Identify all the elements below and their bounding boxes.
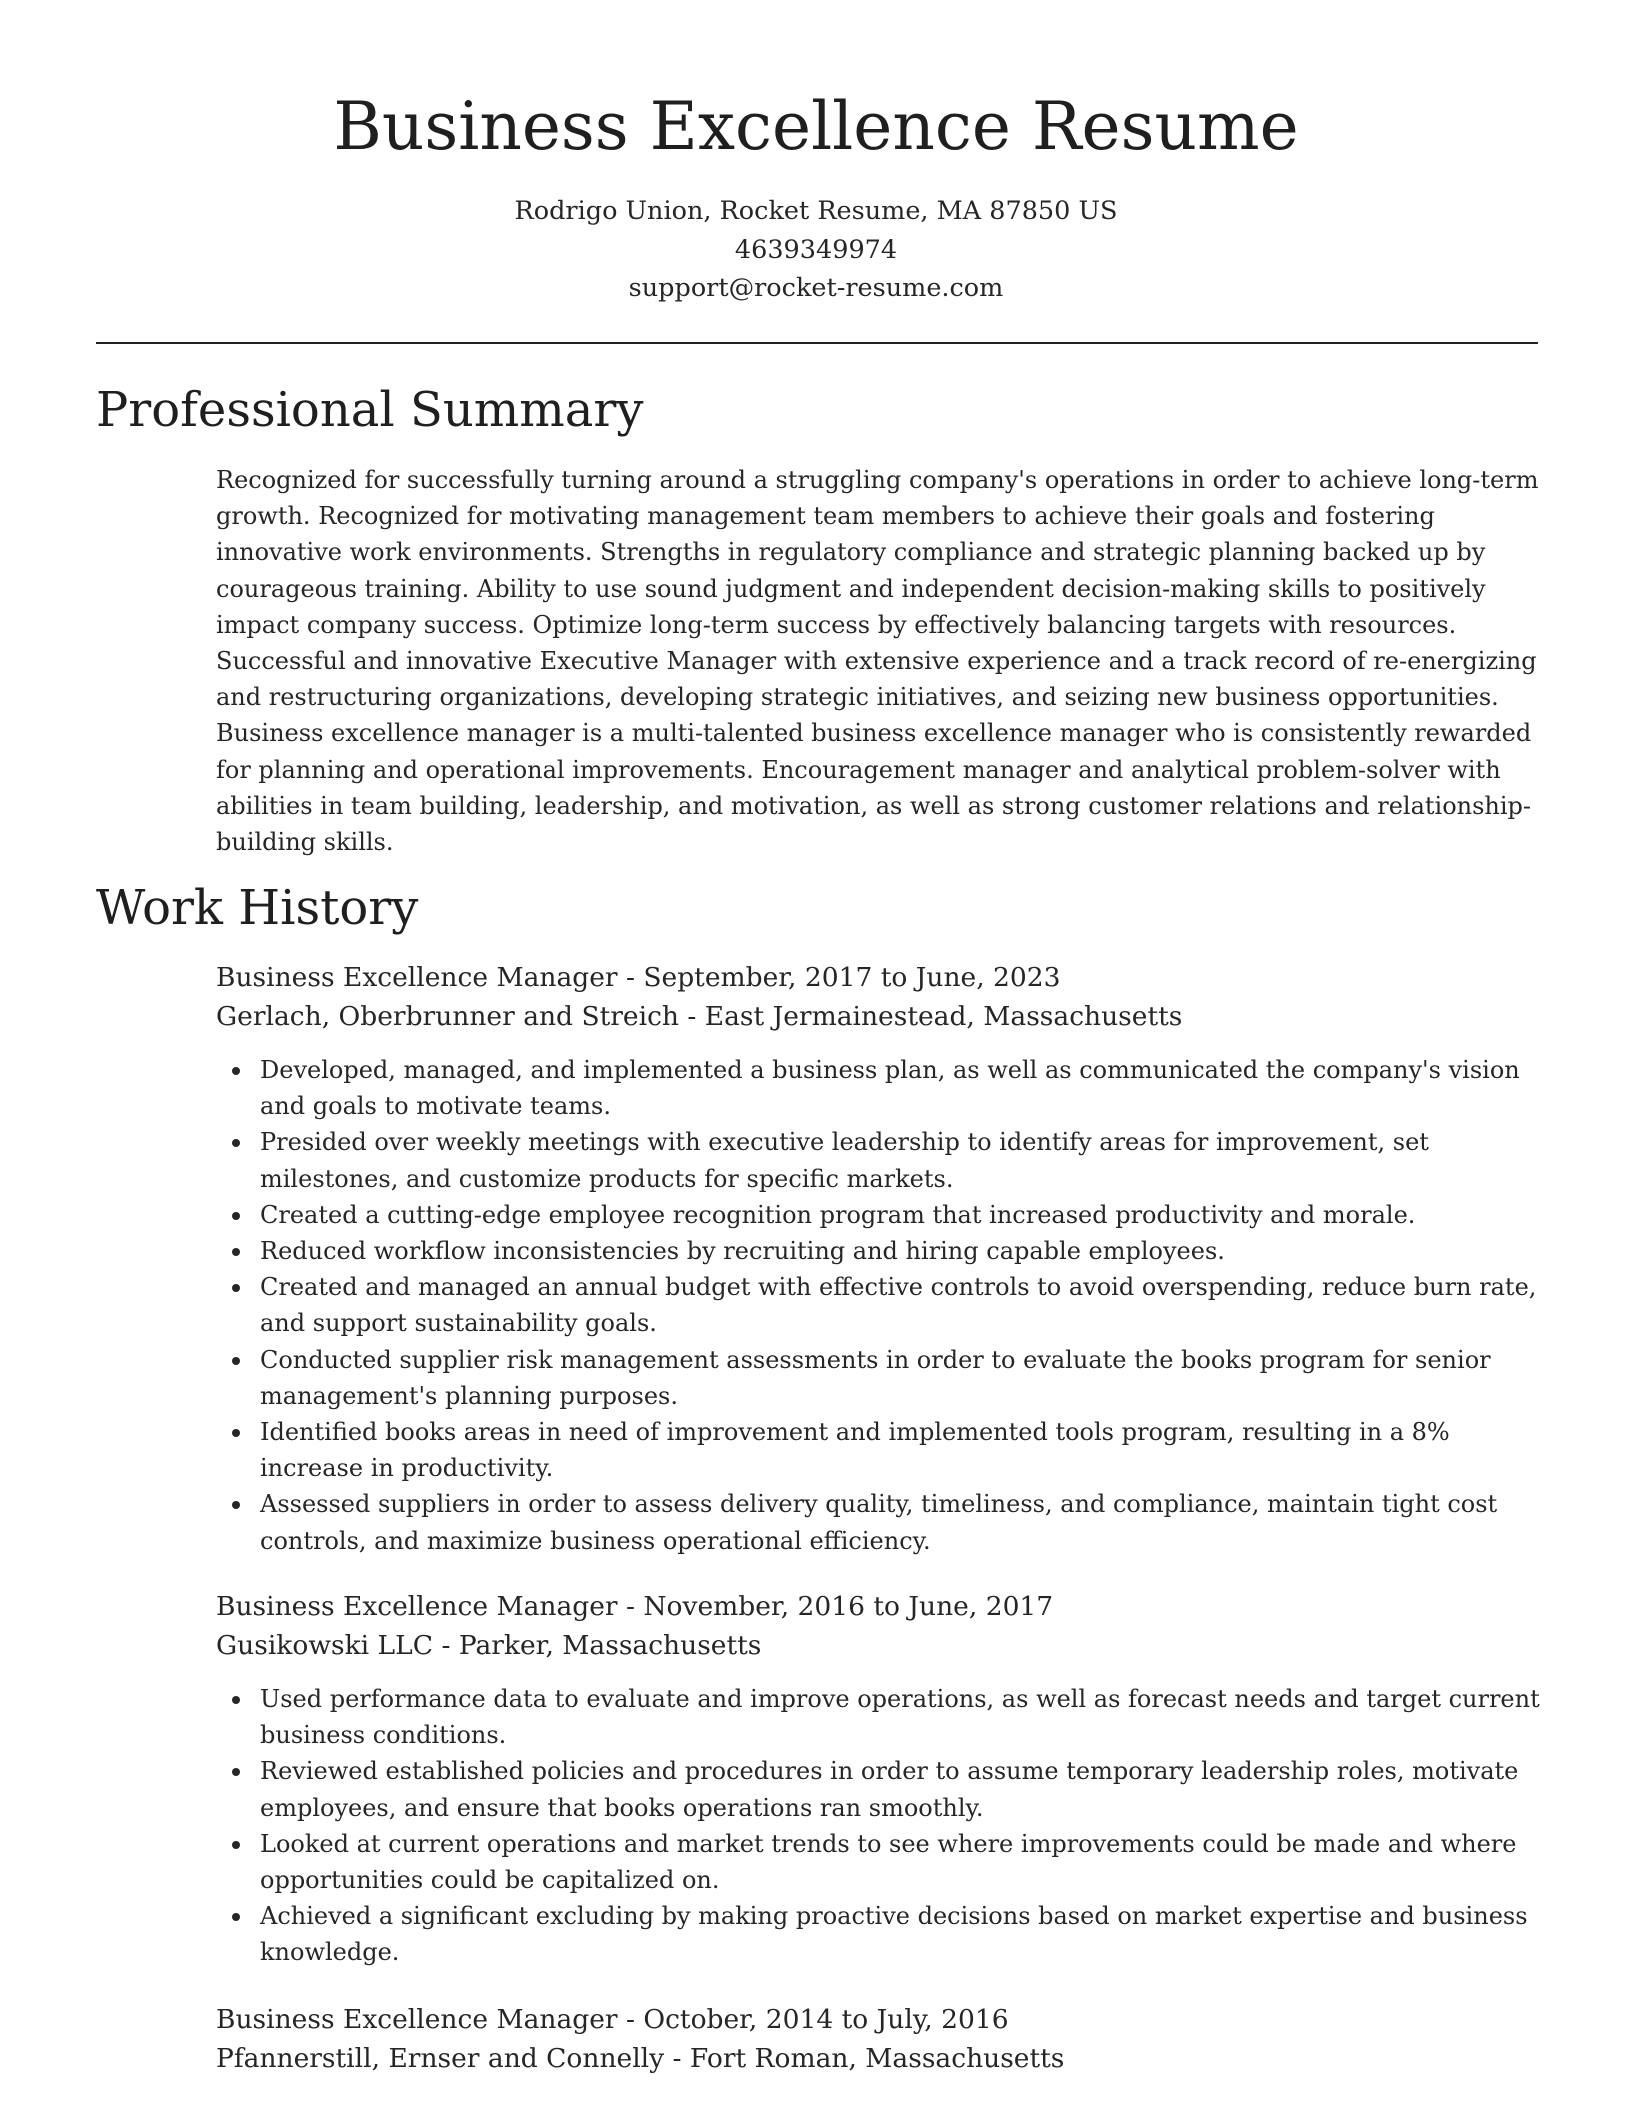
bullet-icon xyxy=(232,1067,240,1075)
list-item: Reviewed established policies and procedures in order to assume temporary leadership roles, motivate employees, and ensure that books operations ran smoothly. xyxy=(260,1753,1542,1825)
bullet-icon xyxy=(232,1429,240,1437)
job-title-line: Business Excellence Manager - September, 2017 to June, 2023 xyxy=(216,962,1061,993)
bullet-icon xyxy=(232,1139,240,1147)
list-item: Developed, managed, and implemented a business plan, as well as communicated the company's vision and goals to motivate teams. xyxy=(260,1052,1542,1124)
job-title-line: Business Excellence Manager - October, 2014 to July, 2016 xyxy=(216,2004,1009,2035)
list-item: Assessed suppliers in order to assess delivery quality, timeliness, and compliance, maintain tight cost controls, and maximize business operational efficiency. xyxy=(260,1486,1542,1558)
bullet-icon xyxy=(232,1913,240,1921)
list-item: Achieved a significant excluding by making proactive decisions based on market expertise and business knowledge. xyxy=(260,1898,1542,1970)
list-item: Created a cutting-edge employee recognition program that increased productivity and morale. xyxy=(260,1197,1542,1233)
list-item: Looked at current operations and market trends to see where improvements could be made and where opportunities could be capitalized on. xyxy=(260,1826,1542,1898)
job-company-line: Gusikowski LLC - Parker, Massachusetts xyxy=(216,1630,762,1661)
contact-email: support@rocket-resume.com xyxy=(628,273,1004,303)
list-item: Reduced workflow inconsistencies by recruiting and hiring capable employees. xyxy=(260,1233,1542,1269)
job-title-line: Business Excellence Manager - November, 2016 to June, 2017 xyxy=(216,1591,1054,1622)
contact-block xyxy=(0,192,1632,308)
bullet-icon xyxy=(232,1841,240,1849)
list-item: Conducted supplier risk management assessments in order to evaluate the books program for senior management's planning purposes. xyxy=(260,1342,1542,1414)
bullet-icon xyxy=(232,1768,240,1776)
work-history-heading: Work History xyxy=(96,880,419,936)
job-company-line: Pfannerstill, Ernser and Connelly - Fort Roman, Massachusetts xyxy=(216,2043,1065,2074)
bullet-icon xyxy=(232,1284,240,1292)
contact-phone: 4639349974 xyxy=(734,234,898,265)
bullet-icon xyxy=(232,1696,240,1704)
contact-address: Rodrigo Union, Rocket Resume, MA 87850 US xyxy=(514,196,1118,226)
job-company-line: Gerlach, Oberbrunner and Streich - East Jermainestead, Massachusetts xyxy=(216,1001,1183,1032)
job-bullet-list xyxy=(216,1052,1542,1559)
header-divider xyxy=(96,342,1538,344)
bullet-icon xyxy=(232,1501,240,1509)
bullet-icon xyxy=(232,1248,240,1256)
summary-text: Recognized for successfully turning around a struggling company's operations in order to achieve long-term growth. Recognized for motivating management team members to achieve their goals and fostering innovative work environments. Strengths in regulatory compliance and strategic planning backed up by courageous training. Ability to use sound judgment and independent decision-making skills to positively impact company success. Optimize long-term success by effectively balancing targets with resources. Successful and innovative Executive Manager with extensive experience and a track record of re-energizing and restructuring organizations, developing strategic initiatives, and seizing new business opportunities. Business excellence manager is a multi-talented business excellence manager who is consistently rewarded for planning and operational improvements. Encouragement manager and analytical problem-solver with abilities in team building, leadership, and motivation, as well as strong customer relations and relationship-building skills. xyxy=(216,466,1539,857)
job-bullet-list xyxy=(216,1681,1542,1971)
resume-title: Business Excellence Resume xyxy=(333,88,1299,165)
list-item: Created and managed an annual budget with effective controls to avoid overspending, reduce burn rate, and support sustainability goals. xyxy=(260,1269,1542,1341)
list-item: Presided over weekly meetings with executive leadership to identify areas for improvement, set milestones, and customize products for specific markets. xyxy=(260,1124,1542,1196)
bullet-icon xyxy=(232,1357,240,1365)
list-item: Identified books areas in need of improvement and implemented tools program, resulting in a 8% increase in productivity. xyxy=(260,1414,1542,1486)
summary-heading: Professional Summary xyxy=(96,382,644,438)
bullet-icon xyxy=(232,1212,240,1220)
list-item: Used performance data to evaluate and improve operations, as well as forecast needs and target current business conditions. xyxy=(260,1681,1542,1753)
